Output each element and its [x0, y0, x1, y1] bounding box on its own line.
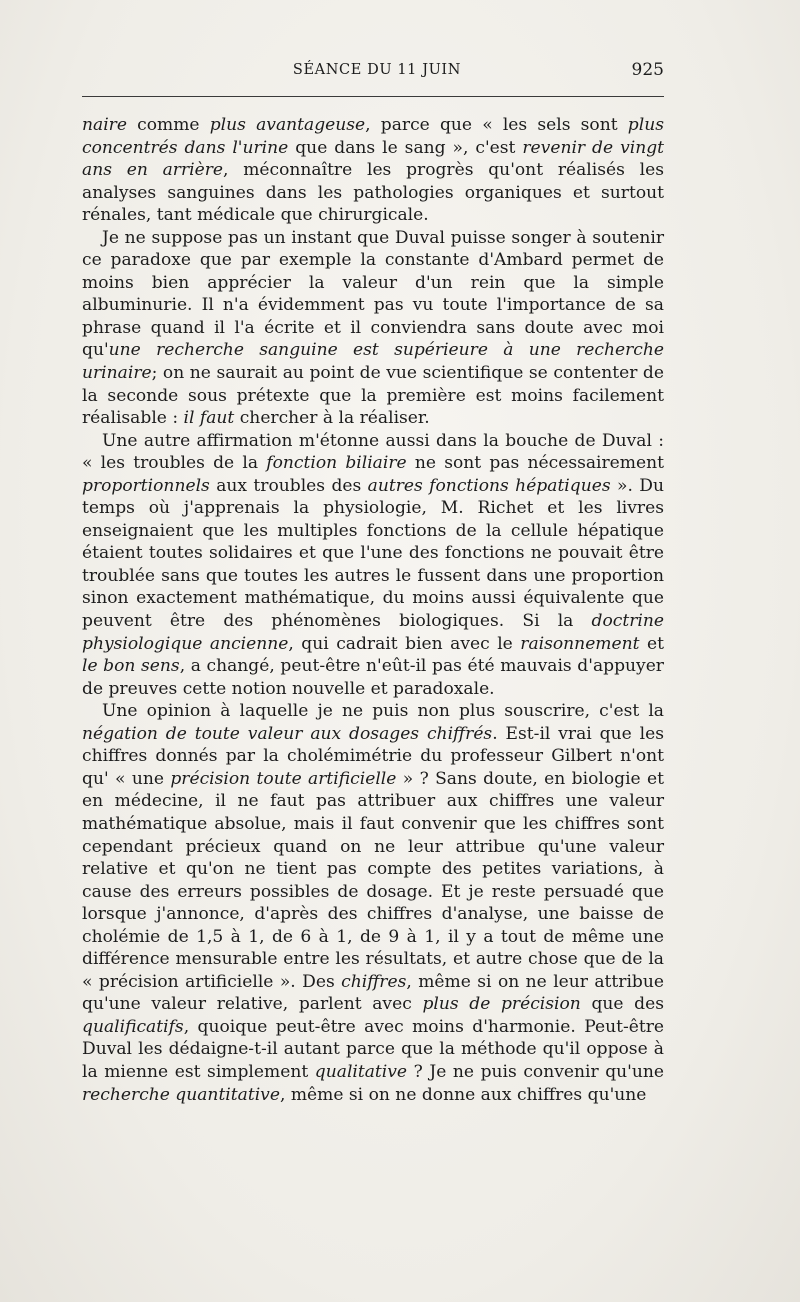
italic-run: recherche quantitative	[82, 1084, 280, 1105]
text-run: que dans le sang », c'est	[288, 137, 523, 158]
paragraph	[82, 430, 664, 701]
paragraph	[82, 700, 664, 1106]
text-run: , quoique peut-être avec moins d'harmonie. Peut-être Duval les dédaigne-t-il autant parce que la méthode qu'il oppose à la mienne est simplement	[82, 1016, 664, 1082]
text-run: et	[639, 633, 664, 654]
paragraph	[82, 114, 664, 227]
text-run: comme	[126, 115, 210, 135]
text-run: que des	[580, 994, 664, 1015]
text-run: , parce que « les sels sont	[365, 115, 628, 135]
text-run: , méconnaître les progrès qu'ont réalisés les analyses sanguines dans les pathologies organiques et surtout rénales, tant médicale que chirurgicale.	[82, 160, 664, 226]
text-run: , qui cadrait bien avec le	[288, 633, 521, 654]
text-run: , même si on ne leur attribue qu'une valeur relative, parlent avec	[82, 971, 665, 1015]
text-run: . Est-il vrai que les chiffres donnés par la cholémimétrie du professeur Gilbert n'ont qu' « une	[82, 723, 664, 789]
italic-run: raisonnement	[520, 633, 640, 654]
italic-run: le bon sens	[82, 656, 180, 677]
running-head: SÉANCE DU 11 JUIN	[292, 62, 462, 78]
text-run: ». Du temps où j'apprenais la physiologie, M. Richet et les livres enseignaient que les multiples fonctions de la cellule hépatique étaient toutes solidaires et que l'une des fonctions ne pouvait être troublée sans que toutes les autres le fussent dans une proportion sinon exactement mathématique, du moins aussi équivalente que peuvent être des phénomènes biologiques. Si la	[82, 475, 665, 632]
text-run: » ? Sans doute, en biologie et en médecine, il ne faut pas attribuer aux chiffres une valeur mathématique absolue, mais il faut convenir que les chiffres sont cependant précieux quand on ne leur attribue qu'une valeur relative et qu'on ne tient pas compte des petites variations, à cause des erreurs possibles de dosage. Et je reste persuadé que lorsque j'annonce, d'après des chiffres d'analyse, une baisse de cholémie de 1,5 à 1, de 6 à 1, de 9 à 1, il y a tout de même une différence mensurable entre les résultats, et autre chose que de la « précision artificielle ». Des	[82, 768, 665, 992]
text-run: Une autre affirmation m'étonne aussi dans la bouche de Duval : « les troubles de la	[82, 430, 664, 474]
text-run: ne sont pas nécessairement	[406, 453, 665, 474]
text-run: ? Je ne puis convenir qu'une	[407, 1061, 664, 1082]
italic-run: doctrine physiologique ancienne	[82, 611, 664, 654]
paragraph	[82, 227, 664, 430]
text-run: chercher à la réaliser.	[234, 408, 430, 429]
text-run: Une opinion à laquelle je ne puis non plus souscrire, c'est la	[102, 701, 664, 722]
italic-run: plus de précision	[422, 994, 581, 1015]
italic-run: chiffres	[341, 971, 407, 992]
italic-run: une recherche sanguine est supérieure à une recherche urinaire	[82, 340, 664, 384]
page-header	[82, 58, 664, 82]
text-run: aux troubles des	[209, 475, 368, 496]
italic-run: négation de toute valeur aux dosages chiffrés	[82, 723, 493, 744]
italic-run: fonction biliaire	[266, 453, 407, 474]
italic-run: qualitative	[314, 1061, 408, 1082]
text-run: ; on ne saurait au point de vue scientifique se contenter de la seconde sous prétexte que la première est moins facilement réalisable :	[82, 363, 664, 429]
body-text	[82, 114, 664, 1106]
header-rule	[82, 96, 664, 97]
page-number: 925	[631, 60, 664, 80]
italic-run: proportionnels	[82, 475, 210, 496]
italic-run: qualificatifs	[82, 1016, 184, 1037]
text-run: Je ne suppose pas un instant que Duval puisse songer à soutenir ce paradoxe que par exemple la constante d'Ambard permet de moins bien apprécier la valeur d'un rein que la simple albuminurie. Il n'a évidemment pas vu toute l'importance de sa phrase quand il l'a écrite et il conviendra sans doute avec moi qu'	[82, 227, 664, 361]
italic-run: il faut	[183, 408, 235, 429]
italic-run: autres fonctions hépatiques	[367, 475, 611, 496]
italic-run: naire	[82, 115, 127, 135]
italic-run: revenir de vingt ans en arrière	[82, 137, 665, 181]
italic-run: plus avantageuse	[209, 115, 366, 135]
text-run: , a changé, peut-être n'eût-il pas été mauvais d'appuyer de preuves cette notion nouvelle et paradoxale.	[82, 656, 664, 699]
text-run: , même si on ne donne aux chiffres qu'une	[279, 1084, 647, 1105]
italic-run: plus concentrés dans l'urine	[82, 115, 664, 158]
italic-run: précision toute artificielle	[170, 768, 397, 789]
